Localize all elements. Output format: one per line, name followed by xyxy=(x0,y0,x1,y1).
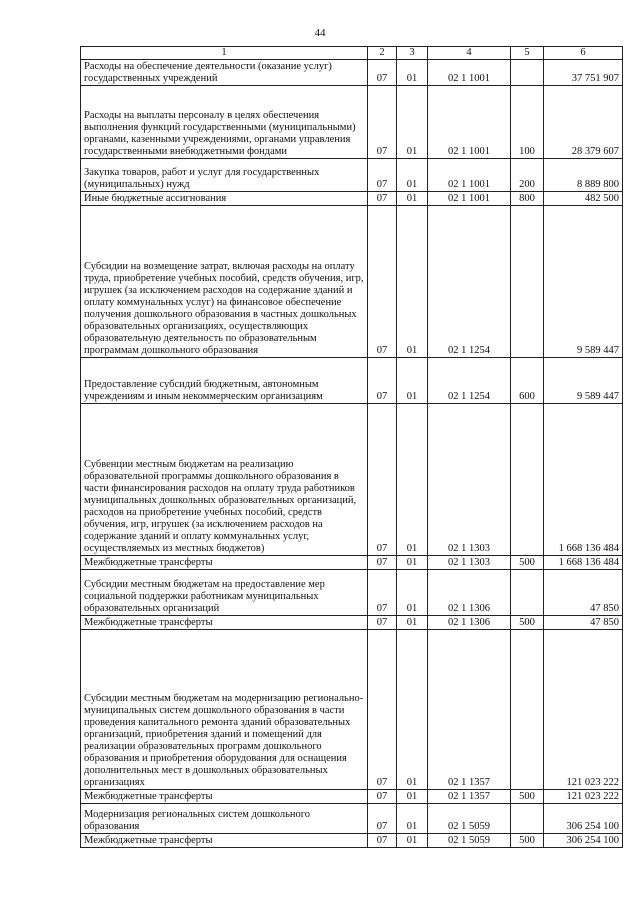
row-expense-type: 800 xyxy=(511,192,544,206)
row-section: 07 xyxy=(368,834,397,848)
row-expense-type: 200 xyxy=(511,159,544,192)
row-section: 07 xyxy=(368,804,397,834)
table-row xyxy=(81,556,623,570)
header-cell-5: 5 xyxy=(511,47,544,60)
row-description: Субсидии местным бюджетам на модернизацию регионально-муниципальных систем дошкольного образования в части проведения капитального ремонта зданий образовательных организаций, приобретения зданий и помещений для реализации образовательных программ дошкольного образования и приобретения оборудования для оснащения дополнительных мест в дошкольных образовательных организациях xyxy=(81,630,368,790)
row-subsection: 01 xyxy=(397,358,428,404)
row-target-article: 02 1 1303 xyxy=(428,404,511,556)
row-expense-type xyxy=(511,60,544,86)
row-amount: 482 500 xyxy=(544,192,623,206)
row-target-article: 02 1 1357 xyxy=(428,630,511,790)
row-amount: 1 668 136 484 xyxy=(544,404,623,556)
row-subsection: 01 xyxy=(397,404,428,556)
row-subsection: 01 xyxy=(397,616,428,630)
row-subsection: 01 xyxy=(397,556,428,570)
table-row xyxy=(81,86,623,159)
row-amount: 1 668 136 484 xyxy=(544,556,623,570)
row-subsection: 01 xyxy=(397,86,428,159)
row-section: 07 xyxy=(368,358,397,404)
row-subsection: 01 xyxy=(397,206,428,358)
row-description: Субвенции местным бюджетам на реализацию образовательной программы дошкольного образования в части финансирования расходов на оплату труда работников муниципальных дошкольных образовательных организаций, расходов на приобретение учебных пособий, средств обучения, игр, игрушек (за исключением расходов на содержание зданий и оплату коммунальных услуг, осуществляемых из местных бюджетов) xyxy=(81,404,368,556)
row-description: Модернизация региональных систем дошкольного образования xyxy=(81,804,368,834)
header-cell-2: 2 xyxy=(368,47,397,60)
header-cell-3: 3 xyxy=(397,47,428,60)
row-amount: 121 023 222 xyxy=(544,630,623,790)
row-target-article: 02 1 1303 xyxy=(428,556,511,570)
row-subsection: 01 xyxy=(397,790,428,804)
row-section: 07 xyxy=(368,404,397,556)
row-section: 07 xyxy=(368,60,397,86)
row-amount: 8 889 800 xyxy=(544,159,623,192)
table-row xyxy=(81,358,623,404)
row-section: 07 xyxy=(368,206,397,358)
row-target-article: 02 1 1254 xyxy=(428,358,511,404)
row-subsection: 01 xyxy=(397,570,428,616)
table-body xyxy=(81,60,623,848)
row-description: Субсидии на возмещение затрат, включая расходы на оплату труда, приобретение учебных пособий, средств обучения, игр, игрушек (за исключением расходов на содержание зданий и оплату коммунальных услуг) на финансовое обеспечение получения дошкольного образования в частных дошкольных образовательных организациях, осуществляющих образовательную деятельность по образовательным программам дошкольного образования xyxy=(81,206,368,358)
table-row xyxy=(81,404,623,556)
row-expense-type xyxy=(511,206,544,358)
table-row xyxy=(81,60,623,86)
row-description: Межбюджетные трансферты xyxy=(81,556,368,570)
table-row xyxy=(81,616,623,630)
row-expense-type: 600 xyxy=(511,358,544,404)
row-amount: 306 254 100 xyxy=(544,834,623,848)
row-target-article: 02 1 5059 xyxy=(428,834,511,848)
row-expense-type xyxy=(511,404,544,556)
header-row xyxy=(81,47,623,60)
table-row xyxy=(81,192,623,206)
header-cell-6: 6 xyxy=(544,47,623,60)
row-target-article: 02 1 1357 xyxy=(428,790,511,804)
row-expense-type xyxy=(511,630,544,790)
table-row xyxy=(81,159,623,192)
row-amount: 9 589 447 xyxy=(544,206,623,358)
row-section: 07 xyxy=(368,159,397,192)
row-target-article: 02 1 1001 xyxy=(428,192,511,206)
row-amount: 47 850 xyxy=(544,616,623,630)
row-section: 07 xyxy=(368,86,397,159)
page-number: 44 xyxy=(314,27,326,39)
header-cell-4: 4 xyxy=(428,47,511,60)
row-section: 07 xyxy=(368,616,397,630)
row-amount: 47 850 xyxy=(544,570,623,616)
row-target-article: 02 1 1306 xyxy=(428,570,511,616)
row-expense-type xyxy=(511,570,544,616)
row-description: Расходы на обеспечение деятельности (оказание услуг) государственных учреждений xyxy=(81,60,368,86)
row-target-article: 02 1 1001 xyxy=(428,60,511,86)
row-section: 07 xyxy=(368,790,397,804)
row-expense-type: 500 xyxy=(511,834,544,848)
row-subsection: 01 xyxy=(397,630,428,790)
row-section: 07 xyxy=(368,192,397,206)
table-row xyxy=(81,570,623,616)
row-description: Межбюджетные трансферты xyxy=(81,834,368,848)
row-expense-type: 500 xyxy=(511,556,544,570)
table-row xyxy=(81,804,623,834)
row-subsection: 01 xyxy=(397,60,428,86)
row-amount: 9 589 447 xyxy=(544,358,623,404)
row-target-article: 02 1 1001 xyxy=(428,86,511,159)
row-description: Закупка товаров, работ и услуг для государственных (муниципальных) нужд xyxy=(81,159,368,192)
row-description: Расходы на выплаты персоналу в целях обеспечения выполнения функций государственными (муниципальными) органами, казенными учреждениями, органами управления государственными внебюджетными фондами xyxy=(81,86,368,159)
table-header xyxy=(81,47,623,60)
row-target-article: 02 1 5059 xyxy=(428,804,511,834)
row-target-article: 02 1 1254 xyxy=(428,206,511,358)
row-section: 07 xyxy=(368,556,397,570)
row-amount: 37 751 907 xyxy=(544,60,623,86)
row-subsection: 01 xyxy=(397,804,428,834)
table-row xyxy=(81,630,623,790)
table-row xyxy=(81,206,623,358)
row-target-article: 02 1 1001 xyxy=(428,159,511,192)
row-expense-type: 500 xyxy=(511,790,544,804)
budget-table xyxy=(80,46,623,848)
row-description: Предоставление субсидий бюджетным, автономным учреждениям и иным некоммерческим организациям xyxy=(81,358,368,404)
row-section: 07 xyxy=(368,570,397,616)
row-amount: 28 379 607 xyxy=(544,86,623,159)
row-expense-type: 500 xyxy=(511,616,544,630)
row-description: Иные бюджетные ассигнования xyxy=(81,192,368,206)
row-subsection: 01 xyxy=(397,159,428,192)
row-section: 07 xyxy=(368,630,397,790)
row-description: Межбюджетные трансферты xyxy=(81,616,368,630)
table-row xyxy=(81,834,623,848)
row-subsection: 01 xyxy=(397,834,428,848)
row-description: Межбюджетные трансферты xyxy=(81,790,368,804)
table-row xyxy=(81,790,623,804)
row-subsection: 01 xyxy=(397,192,428,206)
row-amount: 306 254 100 xyxy=(544,804,623,834)
row-expense-type: 100 xyxy=(511,86,544,159)
row-target-article: 02 1 1306 xyxy=(428,616,511,630)
row-amount: 121 023 222 xyxy=(544,790,623,804)
header-cell-1: 1 xyxy=(81,47,368,60)
row-expense-type xyxy=(511,804,544,834)
row-description: Субсидии местным бюджетам на предоставление мер социальной поддержки работникам муниципальных образовательных организаций xyxy=(81,570,368,616)
